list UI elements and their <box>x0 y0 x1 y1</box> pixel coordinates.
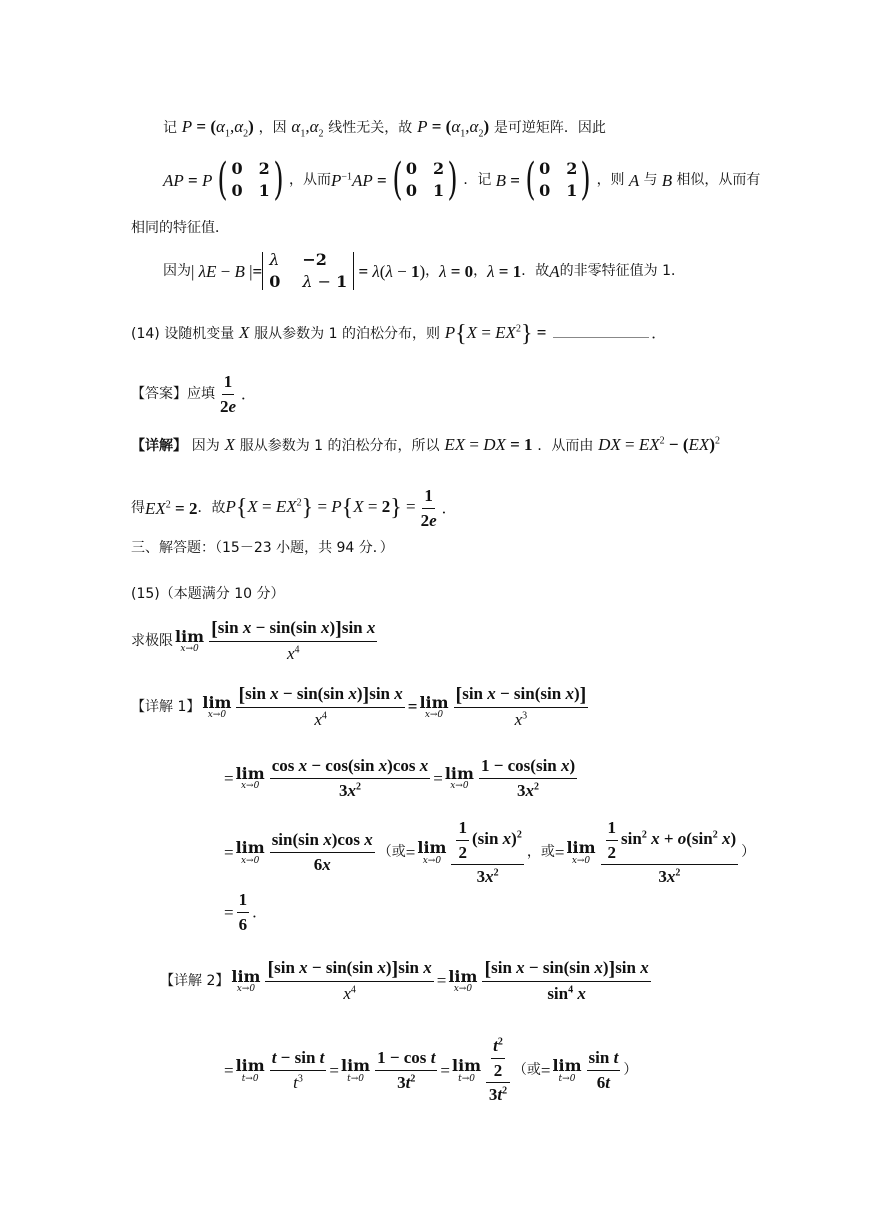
matrix: ( 0 2 0 1 ) <box>525 154 592 205</box>
formula: | λE − B |= <box>191 261 263 281</box>
fraction: $\frac{\text{t − sin t}}{t^3}$ <box>271 1048 325 1092</box>
limit: lim x→0 <box>566 838 596 866</box>
limit: lim x→0 <box>417 838 447 866</box>
solution-2-line-1: 【详解 2】 lim x→0 $\frac{\text{[sin x − sin(sin x)]sin x}}{x^4}$ = lim x→0 $\frac{\text{[sin x − sin(sin x)]sin x}}{\sin^4 x}$ <box>160 958 649 1004</box>
formula: X <box>238 322 250 342</box>
text: ，从而 <box>288 172 331 188</box>
text: ， <box>425 263 440 279</box>
fraction: $\frac{\text{1 − cos(sin x)}}{3x^2}$ <box>480 756 576 800</box>
fraction: $\frac{1}{2}$ $\sin^2 x + o(\sin^2$ x) $3x^2$ <box>601 818 739 887</box>
formula: B = <box>495 170 520 190</box>
fraction: $\frac{\frac{t^2}{2}}{3t^2}$ <box>486 1036 510 1105</box>
formula: A <box>549 261 560 281</box>
formula: = λ(λ − 1) <box>358 261 426 281</box>
limit: lim x→0 <box>202 692 232 721</box>
question-15 <box>131 618 380 664</box>
text: 服从参数为 1 的泊松分布，所以 <box>239 438 440 454</box>
fraction: $\frac{\text{[sin x − sin(sin x)]sin x}}{x^4}$ <box>238 684 403 730</box>
text: ） <box>623 1062 638 1079</box>
text: ，因 <box>258 120 287 136</box>
fraction: $\frac{1}{2e}$ <box>420 486 437 530</box>
text: 应填 <box>187 386 215 403</box>
determinant: λ −2 0 λ − 1 <box>262 252 354 290</box>
limit: lim t→0 <box>452 1056 482 1084</box>
limit: lim x→0 <box>235 838 265 866</box>
fraction: $\frac{\text{[sin x − sin(sin x)]}}{x^3}$ <box>455 684 587 730</box>
text: （或 <box>512 1062 541 1079</box>
limit: lim x→0 <box>175 626 205 655</box>
limit: lim x→0 <box>235 763 265 792</box>
solution-1-line-2: = lim x→0 $\frac{\text{cos x − cos(sin x)cos x}}{3x^2}$ = lim x→0 $\frac{\text{1 − cos(sin x)}}{3x^2}$ <box>224 756 576 800</box>
formula: λ = 0 <box>439 261 474 281</box>
text: 因为 <box>191 438 220 454</box>
text: 记 <box>163 120 177 136</box>
fraction: $\frac{\text{[sin x − sin(sin x)]sin x}}{\sin^4 x}$ <box>484 958 649 1004</box>
text: 得 <box>131 500 145 517</box>
fraction: $\frac{1}{2}$ (sin x)$^2$ $3x^2$ <box>451 818 523 887</box>
text: ） <box>741 844 756 861</box>
question-15-heading: (15)（本题满分 10 分） <box>131 586 285 602</box>
line-3: 相同的特征值． <box>131 220 229 236</box>
text: 与 <box>643 172 658 188</box>
limit: lim t→0 <box>235 1056 265 1084</box>
text: 相似，从而有 <box>676 172 761 188</box>
text: 是可逆矩阵．因此 <box>493 120 606 136</box>
text: ．故 <box>197 500 226 517</box>
solution-1-line-1: 【详解 1】 lim x→0 $\frac{\text{[sin x − sin(sin x)]sin x}}{x^4}$ = lim x→0 $\frac{\text{[sin x − sin(sin x)]}}{x^3}$ <box>131 684 587 730</box>
solution-label: 【详解 1】 <box>131 698 201 715</box>
text: 服从参数为 1 的泊松分布，则 <box>254 325 440 342</box>
section-3-heading: 三、解答题：（15－23 小题，共 94 分．） <box>131 540 394 556</box>
text: ．故 <box>521 263 550 279</box>
formula: $P = (\alpha_1,\alpha_2)$ <box>417 117 490 140</box>
matrix: ( 0 2 0 1 ) <box>217 154 284 205</box>
fraction: $\frac{\text{sin(sin x)cos x}}{6x}$ <box>271 830 373 874</box>
fraction: $\frac{\text{[sin x − sin(sin x)]sin x}}{x^4}$ <box>267 958 432 1004</box>
formula: $EX^2 = 2$ <box>145 498 198 518</box>
fraction: $\frac{1}{2e}$ <box>220 372 237 416</box>
text: （或 <box>377 844 406 861</box>
text: 因为 <box>163 263 191 279</box>
limit: lim t→0 <box>552 1056 582 1084</box>
text: 求极限 <box>131 632 173 649</box>
formula: EX = DX = 1 <box>444 435 533 454</box>
formula: $\alpha_1,\alpha_2$ <box>291 117 324 140</box>
solution-label: 【详解 2】 <box>160 972 230 989</box>
answer: 【答案】 应填 $\frac{1}{2e}$ ． <box>131 372 257 416</box>
matrix: ( 0 2 0 1 ) <box>392 154 458 205</box>
text: 的非零特征值为 1． <box>559 263 685 279</box>
fraction: $\frac{1}{6}$ <box>238 890 248 934</box>
answer-blank <box>553 337 649 338</box>
fraction: $\frac{\text{[sin x − sin(sin x)]sin x}}{x^4}$ <box>211 618 376 664</box>
formula: $P\{X = EX^2\}$ = <box>444 321 547 347</box>
formula: $P^{-1}AP$ = <box>330 170 387 190</box>
detail-1 <box>131 436 720 453</box>
limit: lim x→0 <box>419 692 449 721</box>
line-1 <box>163 117 606 140</box>
text: (14) 设随机变量 <box>131 325 235 342</box>
text: 线性无关，故 <box>328 120 413 136</box>
fraction: $\frac{\text{1 − cos t}}{3t^2}$ <box>377 1048 436 1092</box>
text: ，或 <box>526 844 555 861</box>
limit: lim x→0 <box>231 966 261 995</box>
text: ．记 <box>463 172 492 188</box>
formula: AP = P <box>163 170 213 190</box>
fraction: $\frac{\text{sin t}}{6t}$ <box>588 1048 619 1092</box>
question-14: (14) 设随机变量 X 服从参数为 1 的泊松分布，则 $P\{X = EX^2\}$ = ． <box>131 321 667 347</box>
limit: lim x→0 <box>444 763 474 792</box>
solution-1-line-4: = $\frac{1}{6}$ ． <box>224 890 268 934</box>
text: ， <box>473 263 488 279</box>
text: ，则 <box>596 172 625 188</box>
detail-label: 【详解】 <box>131 438 187 454</box>
line-4 <box>163 252 685 290</box>
line-2 <box>163 154 761 205</box>
formula: $P = (\alpha_1,\alpha_2)$ <box>181 117 254 140</box>
solution-1-line-3: = lim x→0 $\frac{\text{sin(sin x)cos x}}{6x}$ （或 = lim x→0 $\frac{1}{2}$ (sin x)$^2$ $3x^2$ ，或 = lim x→0 $\frac{1}{2}$ $\sin^2 x + o(\sin^2$ x) $3x^2$ ） <box>224 818 756 887</box>
formula: X <box>224 435 235 454</box>
answer-label: 【答案】 <box>131 386 187 403</box>
formula: B <box>657 170 677 190</box>
text: ．从而由 <box>537 438 594 454</box>
detail-2: 得 $EX^2 = 2$ ．故 $P\{X = EX^2\} = P\{X = 2\}$ = $\frac{1}{2e}$ ． <box>131 486 457 530</box>
limit: lim t→0 <box>340 1056 371 1084</box>
formula: DX = $EX^2 - (EX)^2$ <box>598 435 720 454</box>
fraction: $\frac{\text{cos x − cos(sin x)cos x}}{3x^2}$ <box>271 756 429 800</box>
formula: A <box>624 170 644 190</box>
solution-2-line-2: = lim t→0 $\frac{\text{t − sin t}}{t^3}$ = lim t→0 $\frac{\text{1 − cos t}}{3t^2}$ = lim t→0 $\frac{\frac{t^2}{2}}{3t^2}$ （或 = lim t→0 $\frac{\text{sin t}}{6t}$ ） <box>224 1036 638 1105</box>
limit: lim x→0 <box>448 966 478 995</box>
formula: $P\{X = EX^2\} = P\{X = 2\}$ = <box>225 495 416 522</box>
formula: λ = 1 <box>487 261 522 281</box>
